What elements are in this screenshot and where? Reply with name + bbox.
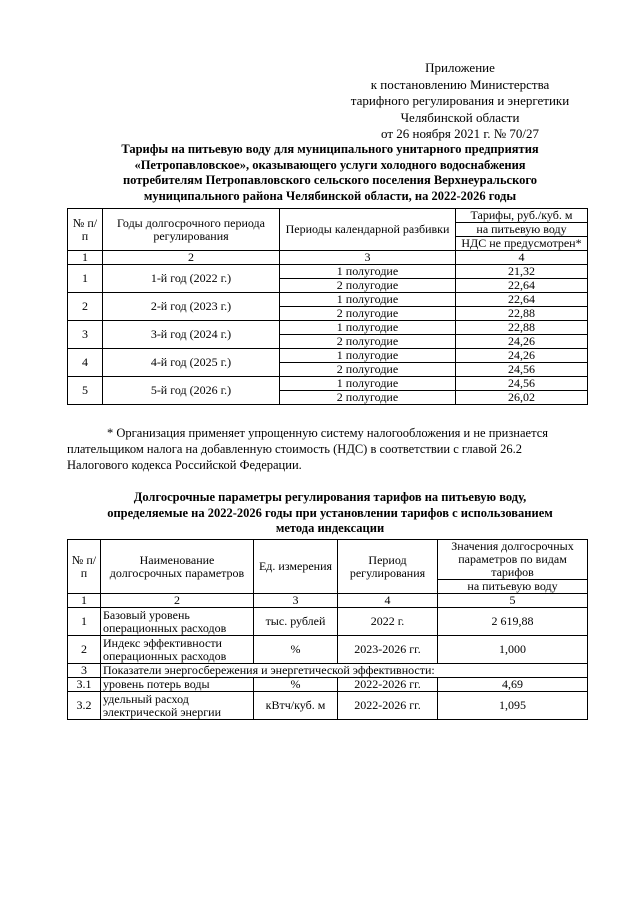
row-num: 3.2 [68, 692, 101, 720]
row-period: 2022 г. [338, 608, 438, 636]
row-tariff: 26,02 [456, 391, 588, 405]
row-year: 3-й год (2024 г.) [103, 321, 280, 349]
row-num: 5 [68, 377, 103, 405]
row-name: Базовый уровень операционных расходов [101, 608, 254, 636]
header-period: Период регулирования [338, 540, 438, 594]
table-row [68, 293, 588, 307]
column-number: 3 [280, 251, 456, 265]
header-num: № п/п [68, 540, 101, 594]
row-unit: % [254, 678, 338, 692]
title-line: «Петропавловское», оказывающего услуги холодного водоснабжения [134, 157, 526, 172]
footnote-line: * Организация применяет упрощенную систему налогообложения и не признается [107, 426, 548, 440]
title-line: Долгосрочные параметры регулирования тарифов на питьевую воду, [133, 490, 527, 504]
row-year: 5-й год (2026 г.) [103, 377, 280, 405]
row-period: 2 полугодие [280, 335, 456, 349]
row-tariff: 24,26 [456, 349, 588, 363]
row-period: 2022-2026 гг. [338, 678, 438, 692]
row-name: Индекс эффективности операционных расходов [101, 636, 254, 664]
row-unit: кВтч/куб. м [254, 692, 338, 720]
row-period: 1 полугодие [280, 321, 456, 335]
row-value: 1,000 [438, 636, 588, 664]
row-period: 2022-2026 гг. [338, 692, 438, 720]
table-row [68, 692, 588, 720]
row-period: 2 полугодие [280, 363, 456, 377]
column-numbers-row [68, 594, 588, 608]
row-unit: % [254, 636, 338, 664]
table-row [68, 608, 588, 636]
row-tariff: 22,64 [456, 293, 588, 307]
row-value: 4,69 [438, 678, 588, 692]
title-line: муниципального района Челябинской области, на 2022-2026 годы [143, 188, 517, 203]
row-tariff: 24,56 [456, 363, 588, 377]
row-period: 1 полугодие [280, 377, 456, 391]
appendix-header [330, 60, 590, 143]
table-header-row [68, 540, 588, 580]
column-number: 2 [101, 594, 254, 608]
header-tariff: Тарифы, руб./куб. м [456, 209, 588, 223]
appendix-line: тарифного регулирования и энергетики [350, 93, 570, 108]
appendix-line: Приложение [425, 60, 495, 75]
row-unit: тыс. рублей [254, 608, 338, 636]
row-tariff: 24,56 [456, 377, 588, 391]
table-row [68, 265, 588, 279]
parameters-title [60, 490, 600, 537]
row-period: 1 полугодие [280, 293, 456, 307]
header-name: Наименование долгосрочных параметров [101, 540, 254, 594]
appendix-line: к постановлению Министерства [370, 76, 550, 92]
parameters-table [67, 539, 588, 720]
row-year: 4-й год (2025 г.) [103, 349, 280, 377]
row-num: 1 [68, 608, 101, 636]
row-name: уровень потерь воды [101, 678, 254, 692]
column-number: 1 [68, 251, 103, 265]
row-period: 2023-2026 гг. [338, 636, 438, 664]
tariffs-title [60, 142, 600, 204]
table-row [68, 377, 588, 391]
row-period: 2 полугодие [280, 279, 456, 293]
footnote-line: плательщиком налога на добавленную стоимость (НДС) в соответствии с главой 26.2 [67, 442, 522, 456]
row-num: 4 [68, 349, 103, 377]
table-row [68, 636, 588, 664]
row-value: 2 619,88 [438, 608, 588, 636]
row-tariff: 22,64 [456, 279, 588, 293]
header-values: Значения долгосрочных параметров по видам тарифов [438, 540, 588, 580]
row-year: 1-й год (2022 г.) [103, 265, 280, 293]
header-unit: Ед. измерения [254, 540, 338, 594]
row-period: 2 полугодие [280, 307, 456, 321]
row-tariff: 21,32 [456, 265, 588, 279]
table-row [68, 664, 588, 678]
column-number: 1 [68, 594, 101, 608]
row-year: 2-й год (2023 г.) [103, 293, 280, 321]
header-water: на питьевую воду [438, 580, 588, 594]
column-number: 2 [103, 251, 280, 265]
row-tariff: 22,88 [456, 321, 588, 335]
header-years: Годы долгосрочного периода регулирования [103, 209, 280, 251]
vat-footnote [67, 425, 587, 473]
column-number: 4 [338, 594, 438, 608]
row-section-name: Показатели энергосбережения и энергетической эффективности: [101, 664, 588, 678]
title-line: Тарифы на питьевую воду для муниципального унитарного предприятия [121, 142, 539, 156]
table-row [68, 349, 588, 363]
row-num: 3.1 [68, 678, 101, 692]
appendix-line: Челябинской области [400, 109, 520, 125]
footnote-line: Налогового кодекса Российской Федерации. [67, 458, 302, 472]
row-num: 3 [68, 664, 101, 678]
table-row [68, 321, 588, 335]
table-row [68, 678, 588, 692]
row-num: 1 [68, 265, 103, 293]
column-number: 4 [456, 251, 588, 265]
row-num: 3 [68, 321, 103, 349]
row-tariff: 24,26 [456, 335, 588, 349]
title-line: определяемые на 2022-2026 годы при установлении тарифов с использованием [107, 505, 553, 520]
row-period: 1 полугодие [280, 349, 456, 363]
row-name: удельный расход электрической энергии [101, 692, 254, 720]
header-vat: НДС не предусмотрен* [456, 237, 588, 251]
header-periods: Периоды календарной разбивки [280, 209, 456, 251]
header-water: на питьевую воду [456, 223, 588, 237]
row-value: 1,095 [438, 692, 588, 720]
row-num: 2 [68, 636, 101, 664]
row-num: 2 [68, 293, 103, 321]
title-line: метода индексации [275, 521, 385, 535]
column-numbers-row [68, 251, 588, 265]
row-period: 1 полугодие [280, 265, 456, 279]
column-number: 3 [254, 594, 338, 608]
title-line: потребителям Петропавловского сельского поселения Верхнеуральского [122, 173, 538, 187]
tariffs-table [67, 208, 588, 405]
column-number: 5 [438, 594, 588, 608]
row-tariff: 22,88 [456, 307, 588, 321]
appendix-line: от 26 ноября 2021 г. № 70/27 [381, 126, 539, 141]
table-header-row [68, 209, 588, 223]
header-num: № п/п [68, 209, 103, 251]
row-period: 2 полугодие [280, 391, 456, 405]
